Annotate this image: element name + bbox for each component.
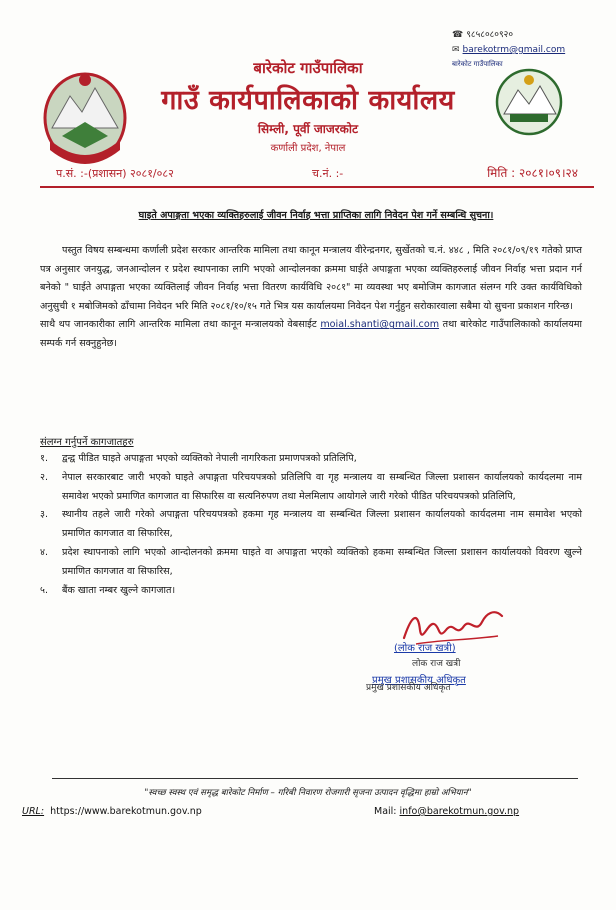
phone-number: ९८५८०८०९२० <box>466 30 514 40</box>
list-item <box>40 544 582 582</box>
letter-date: मिति : २०८१।०९।२४ <box>487 166 578 180</box>
mail-link[interactable]: info@barekotmun.gov.np <box>399 806 520 817</box>
body-paragraph-1: पस्तुत विषय सम्बन्धमा कर्णाली प्रदेश सरकार आन्तरिक मामिला तथा कानून मन्त्रालय वीरेन्द्रनगर, सुर्खेतको च.नं. ४४८ , मिति २०८१/०९/१९ गतेको प्राप्त पत्र अनुसार जनयुद्ध, जनआन्दोलन र प्रदेश स्थापनाका लागि भएको आन्दोलनका क्रममा घाईते अपाङ्गता भएका व्यक्तिहरुलाई जीवन निर्वाह भत्ता प्रदान गर्न बनेको " घाईते अपाङ्गता भएका व्यक्तिलाई जीवन निर्वाह भत्ता वितरण कार्यविधि २०८१" मा व्यवस्था भए बमोजिम कागजात संलग्न गरि उक्त कार्यविधिको अनुसुची १ मबोजिमको ढाँचामा निवेदन भरि मिति २०८१/१०/१५ गते भित्र यस कार्यालयमा निवेदन पेश गर्नुहुन सरोकारवाला सबैमा यो सुचना प्रकाशन गरिन्छ। <box>40 245 582 312</box>
barekot-logo-icon <box>486 60 572 138</box>
mail-label: Mail: <box>374 806 397 817</box>
para2-text-after: तथा बारेकोट गाउँपालिकाको कार्यालयमा सम्पर्क गर्न सक्नुहुनेछ। <box>40 319 583 349</box>
contact-block <box>452 28 582 58</box>
list-item-text: नेपाल सरकारबाट जारी भएको घाइते अपाङ्गता परिचयपत्रको प्रतिलिपि वा गृह मन्त्रालय वा सम्बन्धित जिल्ला प्रशासन कार्यालयको कार्यदलमा नाम समावेश भएको प्रमाणित कागजात वा सिफारिस वा सत्यनिरुपण तथा मेलमिलाप आयोगले जारी गरेको पीडित परिचयपत्रको प्रतिलिपि, <box>62 471 582 502</box>
signatory-name-stamp: (लोक राज खत्री) <box>394 643 456 654</box>
list-item-number: ३. <box>40 509 49 521</box>
dispatch-number: च.नं. :- <box>312 167 344 180</box>
phone-row <box>452 28 582 43</box>
footer-divider <box>52 778 578 779</box>
reference-number: प.सं. :-(प्रशासन) २०८१/०८२ <box>56 167 174 180</box>
header-divider <box>40 186 594 188</box>
list-item-number: २. <box>40 471 49 483</box>
email-row <box>452 43 582 58</box>
list-item-text: स्थानीय तहले जारी गरेको अपाङ्गता परिचयपत्रको हकमा गृह मन्त्रालय वा सम्बन्धित जिल्ला प्रशासन कार्यालयको कार्यदलमा नाम समावेश भएको प्रमाणित कागजात वा सिफारिस, <box>62 509 582 540</box>
notice-body <box>40 242 582 354</box>
footer-motto: "स्वच्छ स्वस्थ एवं समृद्ध बारेकोट निर्माण – गरिबी निवारण रोजगारी सृजना उत्पादन वृद्धिमा हाम्रो अभियान" <box>144 788 472 798</box>
attachments-list <box>40 450 582 600</box>
reference-line <box>56 166 586 184</box>
office-email[interactable]: barekotrm@gmail.com <box>462 45 566 55</box>
office-province: कर्णाली प्रदेश, नेपाल <box>270 143 346 154</box>
list-item <box>40 469 582 507</box>
signatory-title: प्रमुख प्रशासकीय अधिकृत <box>366 683 451 693</box>
list-item-text: बैंक खाता नम्बर खुल्ने कागजात। <box>62 584 176 596</box>
footer-url <box>22 806 202 817</box>
phone-icon: ☎ <box>452 30 464 40</box>
body-paragraph-2 <box>40 316 582 353</box>
list-item-text: प्रदेश स्थापनाको लागि भएको आन्दोलनको क्रममा घाइते वा अपाङ्गता भएको व्यक्तिको हकमा सम्बन्धित जिल्ला प्रशासन कार्यालयको विवरण खुल्ने प्रमाणित कागजात वा सिफारिस, <box>62 546 582 577</box>
signatory-name: लोक राज खत्री <box>412 659 461 669</box>
website-link[interactable]: https://www.barekotmun.gov.np <box>50 806 202 817</box>
office-name: गाउँ कार्यपालिकाको कार्यालय <box>161 85 455 116</box>
list-item-number: ५. <box>40 584 49 596</box>
footer-mail <box>374 806 519 817</box>
subject-line: घाइते अपाङ्गता भएका व्यक्तिहरुलाई जीवन निर्वाह भत्ता प्राप्तिका लागि निवेदन पेश गर्ने सम्बन्धि सुचना। <box>138 210 494 221</box>
list-item <box>40 450 582 469</box>
office-location: सिम्ली, पूर्वी जाजरकोट <box>257 122 359 136</box>
list-item <box>40 506 582 544</box>
municipality-name: बारेकोट गाउँपालिका <box>253 59 363 77</box>
list-item-number: ४. <box>40 546 49 558</box>
ministry-email-link[interactable]: moial.shanti@gmail.com <box>320 319 440 331</box>
url-label: URL: <box>22 806 45 817</box>
logo-caption: बारेकोट गाउँपालिका <box>452 60 503 68</box>
attachments-title: संलग्न गर्नुपर्ने कागजातहरु <box>40 437 134 448</box>
list-item-text: द्वन्द्व पीडित घाइते अपाङ्गता भएको व्यक्तिको नेपाली नागरिकता प्रमाणपत्रको प्रतिलिपि, <box>62 453 357 464</box>
list-item-number: १. <box>40 453 49 464</box>
signatory-title-stamp: प्रमुख प्रशासकीय अधिकृत <box>372 675 466 686</box>
para2-text-before: साथै थप जानकारीका लागि आन्तरिक मामिला तथा कानून मन्त्रालयको वेबसाईट <box>40 319 317 331</box>
mail-icon: ✉ <box>452 45 460 55</box>
